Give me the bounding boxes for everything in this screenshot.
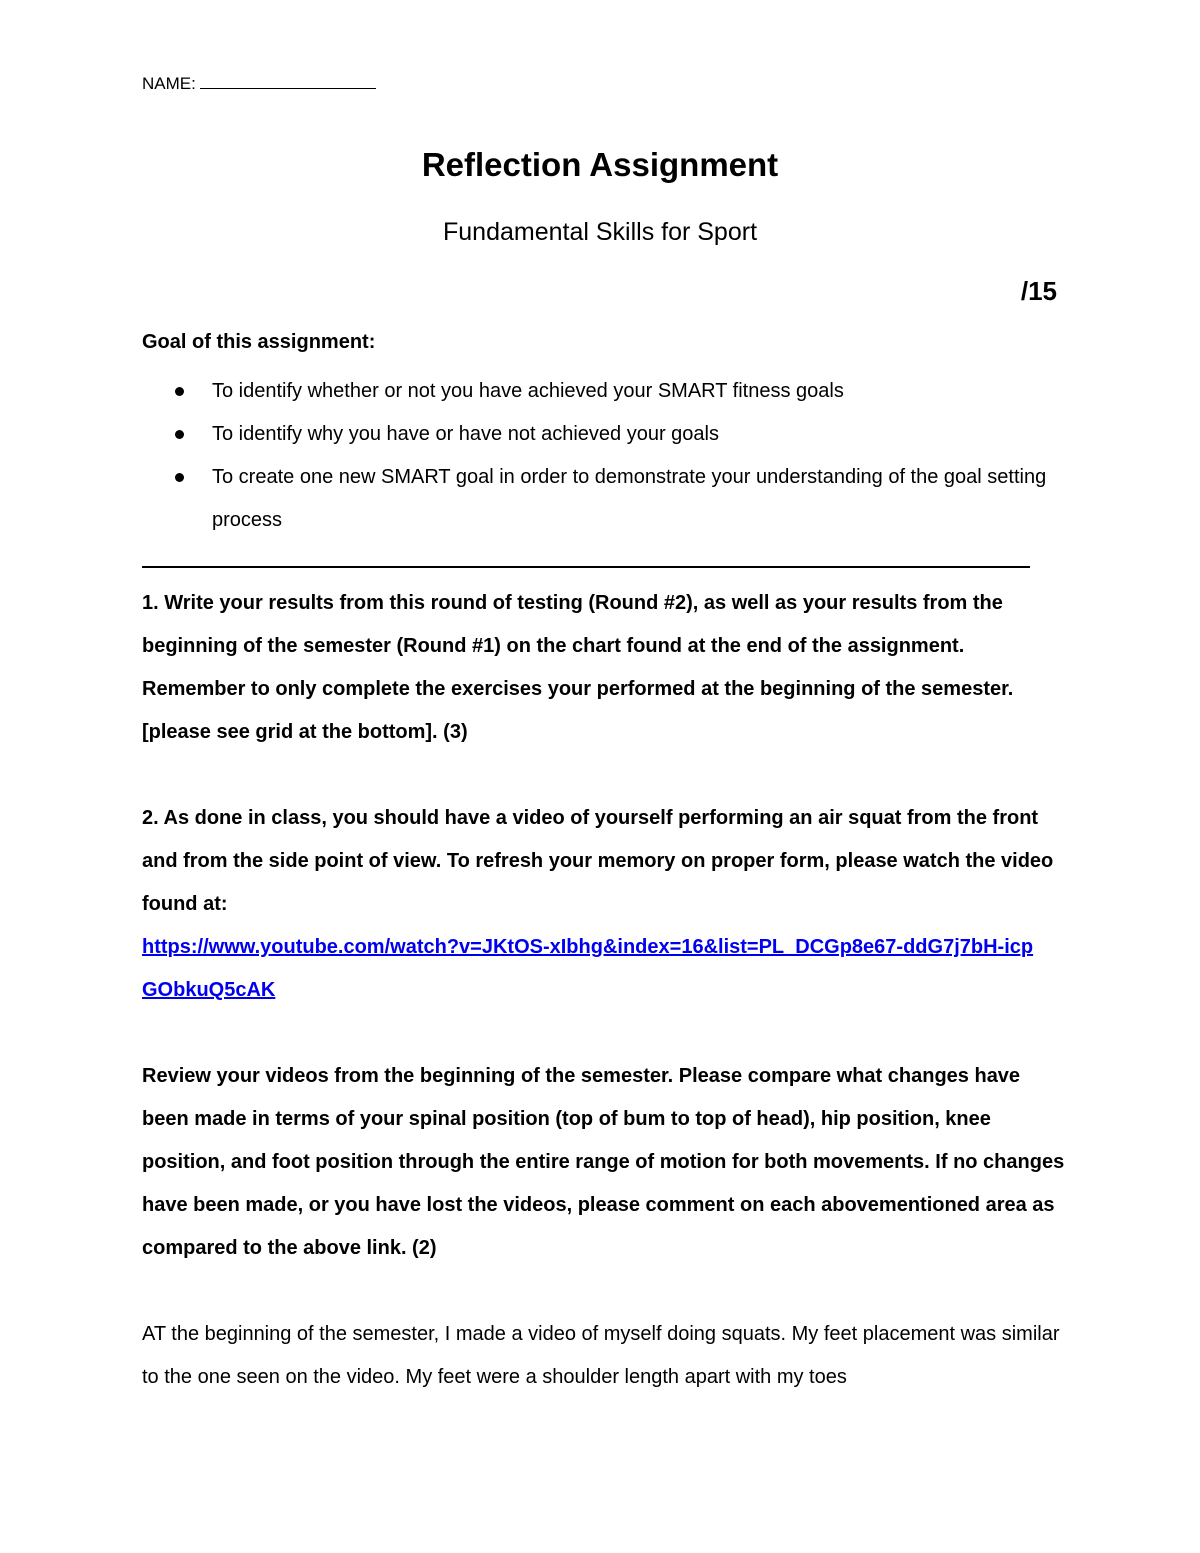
page-title: Reflection Assignment <box>421 146 779 183</box>
name-label: NAME: <box>142 74 196 93</box>
goal-list-item: To identify why you have or have not achieved your goals <box>142 413 1062 456</box>
section-divider <box>142 566 1030 568</box>
goal-heading: Goal of this assignment: <box>142 331 376 353</box>
name-field <box>142 72 376 94</box>
goal-list-item: To create one new SMART goal in order to demonstrate your understanding of the goal setting process <box>142 456 1062 542</box>
page-subtitle: Fundamental Skills for Sport <box>442 218 758 246</box>
name-blank-line <box>200 72 376 89</box>
student-answer: AT the beginning of the semester, I made a video of myself doing squats. My feet placement was similar to the one seen on the video. My feet were a shoulder length apart with my toes <box>142 1323 1060 1388</box>
score-total: /15 <box>1020 276 1057 306</box>
video-link[interactable]: https://www.youtube.com/watch?v=JKtOS-xIbhg&index=16&list=PL_DCGp8e67-ddG7j7bH-icpGObkuQ5cAK <box>142 936 1034 1001</box>
question-2: 2. As done in class, you should have a video of yourself performing an air squat from the front and from the side point of view. To refresh your memory on proper form, please watch the video found at: <box>142 807 1054 915</box>
goal-list <box>142 370 1062 542</box>
goal-list-item: To identify whether or not you have achieved your SMART fitness goals <box>142 370 1062 413</box>
question-1: 1. Write your results from this round of testing (Round #2), as well as your results from the beginning of the semester (Round #1) on the chart found at the end of the assignment. Remember to only complete the exercises your performed at the beginning of the semester. [please see grid at the bottom]. (3) <box>142 592 1014 743</box>
review-instructions: Review your videos from the beginning of the semester. Please compare what changes have been made in terms of your spinal position (top of bum to top of head), hip position, knee position, and foot position through the entire range of motion for both movements. If no changes have been made, or you have lost the videos, please comment on each abovementioned area as compared to the above link. (2) <box>142 1065 1065 1259</box>
